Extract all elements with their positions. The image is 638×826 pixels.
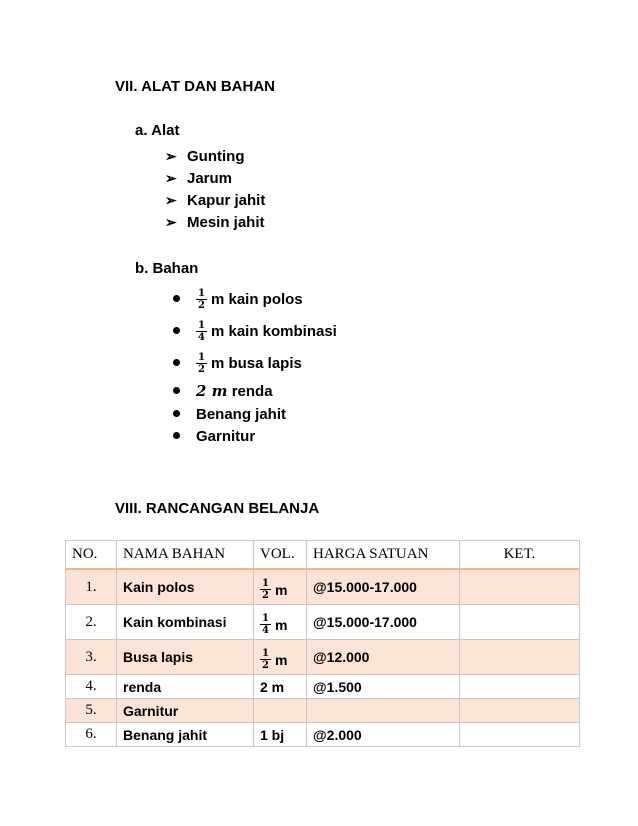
list-item: ➢ Mesin jahit [165,213,265,231]
list-item: $\frac{1}{2}$ m busa lapis [198,351,302,375]
table-row: 4. renda 2 m @1.500 [66,675,580,699]
list-item: ➢ Gunting [165,147,245,165]
bahan-list [170,283,337,447]
table-row: 3. Busa lapis $\frac{1}{2}$ m @12.000 [66,640,580,675]
table-row: 1. Kain polos $\frac{1}{2}$ m @15.000-17.000 [66,569,580,605]
list-item: Garnitur [196,427,256,445]
alat-heading: a. Alat [135,122,180,139]
arrow-bullet-icon: ➢ [165,213,177,230]
list-item: ➢ Kapur jahit [165,191,266,209]
section-8-title: VIII. RANCANGAN BELANJA [115,500,320,517]
list-item: 2 m renda [196,382,273,400]
fraction: $\frac{1}{4}$ [198,319,205,343]
arrow-bullet-icon: ➢ [165,169,177,186]
arrow-bullet-icon: ➢ [165,191,177,208]
fraction: $\frac{1}{2}$ [198,351,205,375]
fraction: $\frac{1}{2}$ [198,287,205,311]
col-header-nama: NAMA BAHAN [117,541,254,570]
arrow-bullet-icon: ➢ [165,147,177,164]
alat-list [165,145,265,233]
table-header-row [66,541,580,570]
shopping-table [65,540,580,747]
table-row: 5. Garnitur [66,699,580,723]
list-item: ➢ Jarum [165,169,233,187]
list-item: Benang jahit [196,405,287,423]
col-header-vol: VOL. [254,541,307,570]
table-row: 2. Kain kombinasi $\frac{1}{4}$ m @15.000-17.000 [66,605,580,640]
bahan-heading: b. Bahan [135,260,199,277]
col-header-no: NO. [66,541,117,570]
list-item: $\frac{1}{4}$ m kain kombinasi [198,319,337,343]
table-row: 6. Benang jahit 1 bj @2.000 [66,723,580,747]
list-item: $\frac{1}{2}$ m kain polos [198,287,303,311]
col-header-harga: HARGA SATUAN [307,541,460,570]
section-7-title: VII. ALAT DAN BAHAN [115,78,275,95]
col-header-ket: KET. [460,541,580,570]
